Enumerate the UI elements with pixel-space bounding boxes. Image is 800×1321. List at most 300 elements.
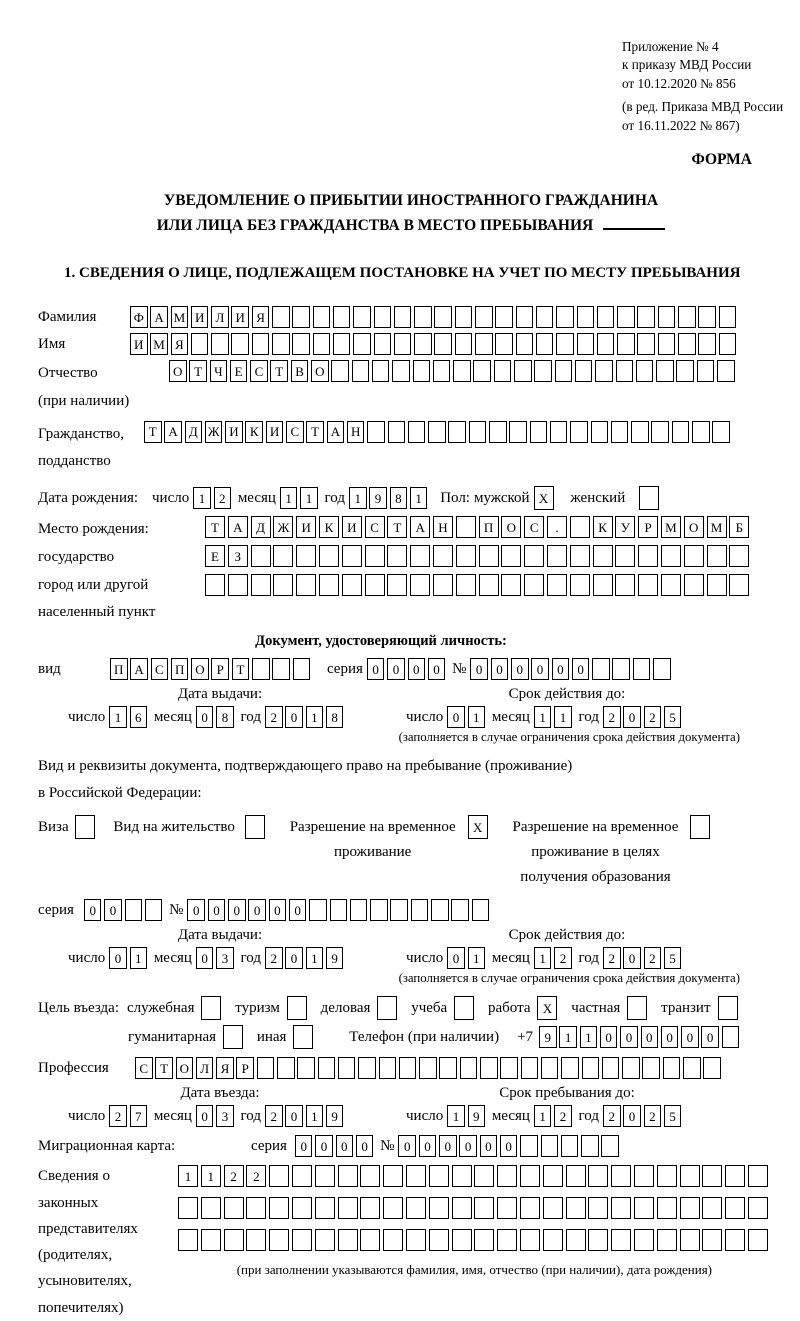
citizenship-cell-25[interactable] (631, 421, 649, 443)
purpose-private-checkbox[interactable] (627, 996, 647, 1020)
representatives-row1-cell-16[interactable] (520, 1165, 540, 1187)
representatives-row1-cell-7[interactable] (315, 1165, 335, 1187)
profession-cell-3[interactable]: О (176, 1057, 194, 1079)
representatives-row2-cell-23[interactable] (680, 1197, 700, 1219)
purpose-other-checkbox[interactable] (293, 1025, 313, 1049)
birth-place-row1-cell-16[interactable]: . (547, 516, 567, 538)
birth-place-row3-cell-12[interactable] (456, 574, 476, 596)
profession-cell-7[interactable] (257, 1057, 275, 1079)
birth-place-row2-cell-15[interactable] (524, 545, 544, 567)
profession-cell-9[interactable] (297, 1057, 315, 1079)
phone-cell-1[interactable]: 9 (539, 1026, 557, 1048)
representatives-row1-cell-26[interactable] (748, 1165, 768, 1187)
representatives-row1-cell-18[interactable] (566, 1165, 586, 1187)
residence-issue-year-cell-4[interactable]: 9 (326, 947, 344, 969)
given-name-cell-28[interactable] (678, 333, 696, 355)
representatives-row3-cell-14[interactable] (474, 1229, 494, 1251)
entry-year-cell-2[interactable]: 0 (285, 1105, 303, 1127)
given-name-cell-1[interactable]: И (130, 333, 148, 355)
birth-place-row3-cell-22[interactable] (684, 574, 704, 596)
identity-issue-year-cell-2[interactable]: 0 (285, 706, 303, 728)
surname-cell-25[interactable] (617, 306, 635, 328)
purpose-humanitarian-checkbox[interactable] (223, 1025, 243, 1049)
profession-cell-10[interactable] (318, 1057, 336, 1079)
given-name-cell-18[interactable] (475, 333, 493, 355)
given-name-cell-6[interactable] (231, 333, 249, 355)
surname-cell-4[interactable]: И (191, 306, 209, 328)
identity-number-cell-10[interactable] (653, 658, 671, 680)
given-name-cell-25[interactable] (617, 333, 635, 355)
citizenship-cell-7[interactable]: И (266, 421, 284, 443)
representatives-row1-cell-5[interactable] (269, 1165, 289, 1187)
citizenship-cell-3[interactable]: Д (185, 421, 203, 443)
citizenship-cell-29[interactable] (712, 421, 730, 443)
patronymic-cell-23[interactable] (616, 360, 634, 382)
birth-place-row3-cell-3[interactable] (251, 574, 271, 596)
representatives-row2-cell-9[interactable] (360, 1197, 380, 1219)
citizenship-cell-20[interactable] (530, 421, 548, 443)
residence-series-cell-2[interactable]: 0 (104, 899, 122, 921)
representatives-row3-cell-23[interactable] (680, 1229, 700, 1251)
representatives-row3-cell-26[interactable] (748, 1229, 768, 1251)
profession-cell-21[interactable] (541, 1057, 559, 1079)
identity-kind-cell-5[interactable]: О (191, 658, 209, 680)
representatives-row3-cell-24[interactable] (702, 1229, 722, 1251)
representatives-row2-cell-2[interactable] (201, 1197, 221, 1219)
profession-cell-22[interactable] (561, 1057, 579, 1079)
phone-cell-2[interactable]: 1 (559, 1026, 577, 1048)
birth-place-row1-cell-1[interactable]: Т (205, 516, 225, 538)
given-name-cell-24[interactable] (597, 333, 615, 355)
birth-place-row3-cell-9[interactable] (387, 574, 407, 596)
citizenship-cell-27[interactable] (672, 421, 690, 443)
patronymic-cell-13[interactable] (413, 360, 431, 382)
identity-expiry-year-cell-1[interactable]: 2 (603, 706, 621, 728)
sex-male-cell-1[interactable]: X (534, 486, 554, 510)
given-name-cell-15[interactable] (414, 333, 432, 355)
residence-issue-year-cell-3[interactable]: 1 (306, 947, 324, 969)
identity-issue-year-cell-1[interactable]: 2 (265, 706, 283, 728)
migration-series-cell-3[interactable]: 0 (336, 1135, 354, 1157)
residence-number-cell-2[interactable]: 0 (208, 899, 226, 921)
phone-cell-8[interactable]: 0 (681, 1026, 699, 1048)
citizenship-cell-11[interactable]: Н (347, 421, 365, 443)
given-name-cell-5[interactable] (211, 333, 229, 355)
surname-cell-6[interactable]: И (231, 306, 249, 328)
surname-cell-23[interactable] (577, 306, 595, 328)
given-name-cell-10[interactable] (313, 333, 331, 355)
surname-cell-1[interactable]: Ф (130, 306, 148, 328)
residence-number-cell-5[interactable]: 0 (269, 899, 287, 921)
entry-day-cell-2[interactable]: 7 (130, 1105, 148, 1127)
birth-place-row1-cell-20[interactable]: Р (638, 516, 658, 538)
birth-place-row3-cell-17[interactable] (570, 574, 590, 596)
surname-cell-11[interactable] (333, 306, 351, 328)
birth-place-row2-cell-4[interactable] (273, 545, 293, 567)
given-name-cell-3[interactable]: Я (171, 333, 189, 355)
surname-cell-21[interactable] (536, 306, 554, 328)
representatives-row3-cell-7[interactable] (315, 1229, 335, 1251)
migration-series-cell-1[interactable]: 0 (295, 1135, 313, 1157)
birth-place-row1-cell-13[interactable]: П (479, 516, 499, 538)
representatives-row3-cell-8[interactable] (338, 1229, 358, 1251)
representatives-row3-cell-22[interactable] (657, 1229, 677, 1251)
representatives-row2-cell-11[interactable] (406, 1197, 426, 1219)
citizenship-cell-22[interactable] (570, 421, 588, 443)
profession-cell-29[interactable] (703, 1057, 721, 1079)
identity-issue-year-cell-4[interactable]: 8 (326, 706, 344, 728)
surname-cell-5[interactable]: Л (211, 306, 229, 328)
identity-series-cell-3[interactable]: 0 (408, 658, 426, 680)
education-permit-cell-1[interactable] (690, 815, 710, 839)
birth-place-row2-cell-22[interactable] (684, 545, 704, 567)
representatives-row2-cell-7[interactable] (315, 1197, 335, 1219)
surname-cell-24[interactable] (597, 306, 615, 328)
residence-number-cell-9[interactable] (350, 899, 368, 921)
profession-cell-11[interactable] (338, 1057, 356, 1079)
purpose-business-checkbox[interactable] (377, 996, 397, 1020)
identity-kind-cell-2[interactable]: А (130, 658, 148, 680)
surname-cell-13[interactable] (374, 306, 392, 328)
birth-place-row2-cell-16[interactable] (547, 545, 567, 567)
profession-cell-23[interactable] (582, 1057, 600, 1079)
citizenship-cell-28[interactable] (692, 421, 710, 443)
birth-place-row1-cell-14[interactable]: О (501, 516, 521, 538)
birth-place-row3-cell-24[interactable] (729, 574, 749, 596)
profession-cell-8[interactable] (277, 1057, 295, 1079)
migration-number-cell-6[interactable]: 0 (500, 1135, 518, 1157)
given-name-cell-22[interactable] (556, 333, 574, 355)
representatives-row1-cell-23[interactable] (680, 1165, 700, 1187)
identity-series-cell-2[interactable]: 0 (387, 658, 405, 680)
patronymic-cell-25[interactable] (656, 360, 674, 382)
surname-cell-29[interactable] (698, 306, 716, 328)
purpose-study-checkbox[interactable] (454, 996, 474, 1020)
identity-issue-year-cell-3[interactable]: 1 (306, 706, 324, 728)
residence-number-cell-1[interactable]: 0 (187, 899, 205, 921)
identity-expiry-month-cell-1[interactable]: 1 (534, 706, 552, 728)
given-name-cell-2[interactable]: М (150, 333, 168, 355)
residence-number-cell-7[interactable] (309, 899, 327, 921)
migration-number-cell-3[interactable]: 0 (439, 1135, 457, 1157)
birth-place-row1-cell-6[interactable]: К (319, 516, 339, 538)
birth-place-row2-cell-1[interactable]: Е (205, 545, 225, 567)
patronymic-cell-2[interactable]: Т (189, 360, 207, 382)
representatives-row3-cell-3[interactable] (224, 1229, 244, 1251)
representatives-row3-cell-20[interactable] (611, 1229, 631, 1251)
residence-issue-day-cell-1[interactable]: 0 (109, 947, 127, 969)
residence-expiry-month-cell-2[interactable]: 2 (554, 947, 572, 969)
surname-cell-3[interactable]: М (171, 306, 189, 328)
identity-kind-cell-3[interactable]: С (151, 658, 169, 680)
phone-cell-6[interactable]: 0 (641, 1026, 659, 1048)
profession-cell-2[interactable]: Т (155, 1057, 173, 1079)
patronymic-cell-19[interactable] (534, 360, 552, 382)
patronymic-cell-6[interactable]: Т (270, 360, 288, 382)
profession-cell-25[interactable] (622, 1057, 640, 1079)
identity-number-cell-2[interactable]: 0 (491, 658, 509, 680)
birth-place-row1-cell-8[interactable]: С (365, 516, 385, 538)
citizenship-cell-16[interactable] (448, 421, 466, 443)
birth-year-cell-2[interactable]: 9 (369, 487, 387, 509)
birth-day-cell-1[interactable]: 1 (193, 487, 211, 509)
citizenship-cell-1[interactable]: Т (144, 421, 162, 443)
representatives-row2-cell-3[interactable] (224, 1197, 244, 1219)
migration-number-cell-5[interactable]: 0 (480, 1135, 498, 1157)
given-name-cell-8[interactable] (272, 333, 290, 355)
stay-month-cell-1[interactable]: 1 (534, 1105, 552, 1127)
stay-day-cell-2[interactable]: 9 (468, 1105, 486, 1127)
surname-cell-2[interactable]: А (150, 306, 168, 328)
surname-cell-16[interactable] (434, 306, 452, 328)
representatives-row3-cell-25[interactable] (725, 1229, 745, 1251)
patronymic-cell-21[interactable] (575, 360, 593, 382)
birth-place-row2-cell-8[interactable] (365, 545, 385, 567)
identity-kind-cell-6[interactable]: Р (211, 658, 229, 680)
identity-number-cell-1[interactable]: 0 (470, 658, 488, 680)
representatives-row1-cell-19[interactable] (588, 1165, 608, 1187)
birth-place-row2-cell-18[interactable] (593, 545, 613, 567)
patronymic-cell-4[interactable]: Е (230, 360, 248, 382)
birth-place-row3-cell-7[interactable] (342, 574, 362, 596)
residence-issue-day-cell-2[interactable]: 1 (130, 947, 148, 969)
representatives-row1-cell-14[interactable] (474, 1165, 494, 1187)
migration-number-cell-7[interactable] (520, 1135, 538, 1157)
residence-series-cell-1[interactable]: 0 (84, 899, 102, 921)
identity-number-cell-6[interactable]: 0 (572, 658, 590, 680)
representatives-row2-cell-10[interactable] (383, 1197, 403, 1219)
surname-cell-28[interactable] (678, 306, 696, 328)
stay-year-cell-1[interactable]: 2 (603, 1105, 621, 1127)
profession-cell-4[interactable]: Л (196, 1057, 214, 1079)
stay-year-cell-4[interactable]: 5 (664, 1105, 682, 1127)
visa-cell-1[interactable] (75, 815, 95, 839)
representatives-row2-cell-16[interactable] (520, 1197, 540, 1219)
citizenship-cell-23[interactable] (591, 421, 609, 443)
surname-cell-9[interactable] (292, 306, 310, 328)
identity-kind-cell-4[interactable]: П (171, 658, 189, 680)
purpose-work-checkbox[interactable]: X (537, 996, 557, 1020)
identity-number-cell-9[interactable] (633, 658, 651, 680)
identity-number-cell-4[interactable]: 0 (531, 658, 549, 680)
birth-place-row2-cell-11[interactable] (433, 545, 453, 567)
sex-female-cell-1[interactable] (639, 486, 659, 510)
given-name-cell-7[interactable] (252, 333, 270, 355)
patronymic-cell-16[interactable] (473, 360, 491, 382)
representatives-row1-cell-21[interactable] (634, 1165, 654, 1187)
surname-cell-7[interactable]: Я (252, 306, 270, 328)
birth-place-row1-cell-4[interactable]: Ж (273, 516, 293, 538)
residence-number-cell-11[interactable] (390, 899, 408, 921)
representatives-row2-cell-26[interactable] (748, 1197, 768, 1219)
identity-issue-month-cell-1[interactable]: 0 (196, 706, 214, 728)
identity-expiry-day-cell-1[interactable]: 0 (447, 706, 465, 728)
birth-place-row1-cell-17[interactable] (570, 516, 590, 538)
migration-number-cell-11[interactable] (601, 1135, 619, 1157)
given-name-cell-27[interactable] (658, 333, 676, 355)
profession-cell-24[interactable] (602, 1057, 620, 1079)
residence-expiry-year-cell-2[interactable]: 0 (623, 947, 641, 969)
birth-place-row1-cell-19[interactable]: У (615, 516, 635, 538)
representatives-row1-cell-17[interactable] (543, 1165, 563, 1187)
birth-place-row3-cell-11[interactable] (433, 574, 453, 596)
representatives-row3-cell-11[interactable] (406, 1229, 426, 1251)
representatives-row2-cell-15[interactable] (497, 1197, 517, 1219)
representatives-row2-cell-20[interactable] (611, 1197, 631, 1219)
patronymic-cell-9[interactable] (331, 360, 349, 382)
representatives-row2-cell-8[interactable] (338, 1197, 358, 1219)
representatives-row3-cell-2[interactable] (201, 1229, 221, 1251)
surname-cell-12[interactable] (353, 306, 371, 328)
residence-permit-cell-1[interactable] (245, 815, 265, 839)
birth-year-cell-3[interactable]: 8 (390, 487, 408, 509)
representatives-row1-cell-10[interactable] (383, 1165, 403, 1187)
given-name-cell-13[interactable] (374, 333, 392, 355)
entry-year-cell-4[interactable]: 9 (326, 1105, 344, 1127)
residence-expiry-day-cell-2[interactable]: 1 (468, 947, 486, 969)
entry-day-cell-1[interactable]: 2 (109, 1105, 127, 1127)
birth-place-row3-cell-6[interactable] (319, 574, 339, 596)
residence-expiry-year-cell-4[interactable]: 5 (664, 947, 682, 969)
representatives-row2-cell-22[interactable] (657, 1197, 677, 1219)
representatives-row1-cell-3[interactable]: 2 (224, 1165, 244, 1187)
entry-year-cell-3[interactable]: 1 (306, 1105, 324, 1127)
birth-place-row3-cell-5[interactable] (296, 574, 316, 596)
identity-number-cell-3[interactable]: 0 (511, 658, 529, 680)
representatives-row2-cell-1[interactable] (178, 1197, 198, 1219)
birth-place-row1-cell-18[interactable]: К (593, 516, 613, 538)
birth-place-row2-cell-17[interactable] (570, 545, 590, 567)
citizenship-cell-24[interactable] (611, 421, 629, 443)
birth-place-row3-cell-13[interactable] (479, 574, 499, 596)
citizenship-cell-19[interactable] (509, 421, 527, 443)
identity-issue-month-cell-2[interactable]: 8 (216, 706, 234, 728)
patronymic-cell-7[interactable]: В (291, 360, 309, 382)
surname-cell-30[interactable] (719, 306, 737, 328)
birth-place-row2-cell-7[interactable] (342, 545, 362, 567)
profession-cell-12[interactable] (358, 1057, 376, 1079)
birth-place-row3-cell-23[interactable] (707, 574, 727, 596)
birth-place-row2-cell-6[interactable] (319, 545, 339, 567)
identity-number-cell-8[interactable] (612, 658, 630, 680)
citizenship-cell-8[interactable]: С (286, 421, 304, 443)
representatives-row2-cell-5[interactable] (269, 1197, 289, 1219)
given-name-cell-20[interactable] (516, 333, 534, 355)
representatives-row3-cell-1[interactable] (178, 1229, 198, 1251)
migration-series-cell-4[interactable]: 0 (356, 1135, 374, 1157)
given-name-cell-26[interactable] (637, 333, 655, 355)
given-name-cell-12[interactable] (353, 333, 371, 355)
representatives-row2-cell-6[interactable] (292, 1197, 312, 1219)
birth-place-row3-cell-21[interactable] (661, 574, 681, 596)
migration-number-cell-2[interactable]: 0 (419, 1135, 437, 1157)
given-name-cell-29[interactable] (698, 333, 716, 355)
identity-kind-cell-7[interactable]: Т (232, 658, 250, 680)
residence-number-cell-4[interactable]: 0 (248, 899, 266, 921)
profession-cell-6[interactable]: Р (236, 1057, 254, 1079)
migration-number-cell-10[interactable] (581, 1135, 599, 1157)
birth-place-row2-cell-3[interactable] (251, 545, 271, 567)
representatives-row3-cell-19[interactable] (588, 1229, 608, 1251)
residence-expiry-year-cell-1[interactable]: 2 (603, 947, 621, 969)
patronymic-cell-27[interactable] (697, 360, 715, 382)
phone-cell-7[interactable]: 0 (661, 1026, 679, 1048)
representatives-row1-cell-22[interactable] (657, 1165, 677, 1187)
given-name-cell-16[interactable] (434, 333, 452, 355)
birth-place-row2-cell-14[interactable] (501, 545, 521, 567)
citizenship-cell-14[interactable] (408, 421, 426, 443)
profession-cell-18[interactable] (480, 1057, 498, 1079)
birth-place-row3-cell-14[interactable] (501, 574, 521, 596)
birth-place-row3-cell-20[interactable] (638, 574, 658, 596)
patronymic-cell-5[interactable]: С (250, 360, 268, 382)
migration-number-cell-9[interactable] (561, 1135, 579, 1157)
residence-issue-year-cell-1[interactable]: 2 (265, 947, 283, 969)
temp-residence-permit-cell-1[interactable]: X (468, 815, 488, 839)
birth-place-row3-cell-18[interactable] (593, 574, 613, 596)
representatives-row1-cell-6[interactable] (292, 1165, 312, 1187)
patronymic-cell-8[interactable]: О (311, 360, 329, 382)
birth-month-cell-2[interactable]: 1 (300, 487, 318, 509)
surname-cell-22[interactable] (556, 306, 574, 328)
representatives-row1-cell-15[interactable] (497, 1165, 517, 1187)
birth-place-row1-cell-24[interactable]: Б (729, 516, 749, 538)
given-name-cell-11[interactable] (333, 333, 351, 355)
birth-place-row2-cell-2[interactable]: З (228, 545, 248, 567)
representatives-row1-cell-2[interactable]: 1 (201, 1165, 221, 1187)
profession-cell-13[interactable] (379, 1057, 397, 1079)
profession-cell-26[interactable] (642, 1057, 660, 1079)
surname-cell-17[interactable] (455, 306, 473, 328)
profession-cell-14[interactable] (399, 1057, 417, 1079)
representatives-row1-cell-4[interactable]: 2 (246, 1165, 266, 1187)
citizenship-cell-17[interactable] (469, 421, 487, 443)
birth-place-row1-cell-12[interactable] (456, 516, 476, 538)
residence-number-cell-12[interactable] (411, 899, 429, 921)
representatives-row1-cell-8[interactable] (338, 1165, 358, 1187)
citizenship-cell-12[interactable] (367, 421, 385, 443)
birth-place-row2-cell-19[interactable] (615, 545, 635, 567)
patronymic-cell-15[interactable] (453, 360, 471, 382)
surname-cell-19[interactable] (495, 306, 513, 328)
birth-place-row1-cell-23[interactable]: М (707, 516, 727, 538)
birth-place-row3-cell-15[interactable] (524, 574, 544, 596)
surname-cell-8[interactable] (272, 306, 290, 328)
profession-cell-27[interactable] (663, 1057, 681, 1079)
representatives-row2-cell-25[interactable] (725, 1197, 745, 1219)
given-name-cell-4[interactable] (191, 333, 209, 355)
representatives-row3-cell-4[interactable] (246, 1229, 266, 1251)
residence-number-cell-8[interactable] (330, 899, 348, 921)
residence-expiry-month-cell-1[interactable]: 1 (534, 947, 552, 969)
representatives-row2-cell-13[interactable] (452, 1197, 472, 1219)
phone-cell-10[interactable] (722, 1026, 740, 1048)
birth-place-row1-cell-9[interactable]: Т (387, 516, 407, 538)
birth-place-row1-cell-15[interactable]: С (524, 516, 544, 538)
profession-cell-16[interactable] (439, 1057, 457, 1079)
representatives-row3-cell-21[interactable] (634, 1229, 654, 1251)
residence-series-cell-3[interactable] (125, 899, 143, 921)
birth-place-row1-cell-10[interactable]: А (410, 516, 430, 538)
residence-number-cell-10[interactable] (370, 899, 388, 921)
citizenship-cell-2[interactable]: А (164, 421, 182, 443)
representatives-row3-cell-13[interactable] (452, 1229, 472, 1251)
identity-number-cell-5[interactable]: 0 (552, 658, 570, 680)
birth-place-row1-cell-22[interactable]: О (684, 516, 704, 538)
birth-place-row3-cell-8[interactable] (365, 574, 385, 596)
profession-cell-17[interactable] (460, 1057, 478, 1079)
birth-month-cell-1[interactable]: 1 (280, 487, 298, 509)
